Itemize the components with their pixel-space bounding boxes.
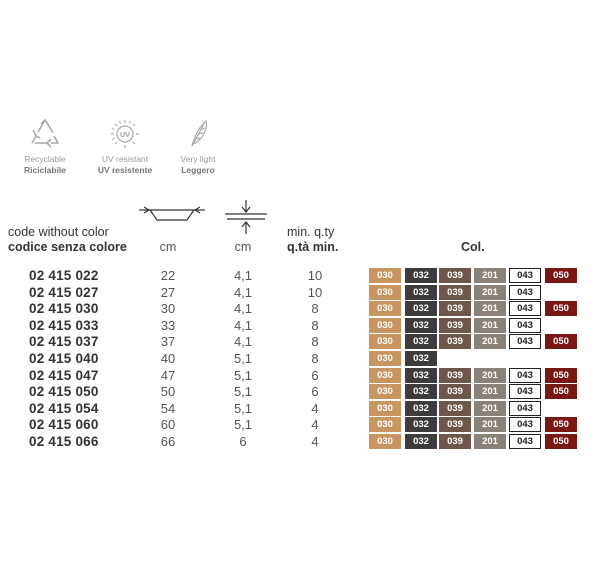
feature-label-it: UV resistente bbox=[97, 165, 153, 175]
height-value: 5,1 bbox=[233, 351, 253, 366]
color-swatch-043: 043 bbox=[509, 285, 541, 300]
color-swatch-032: 032 bbox=[405, 318, 437, 333]
header-diameter-unit: cm bbox=[159, 240, 177, 254]
min-qty-value: 6 bbox=[311, 384, 319, 400]
color-swatch-032: 032 bbox=[405, 434, 437, 449]
color-swatch-043: 043 bbox=[509, 301, 541, 316]
feature-very-light bbox=[158, 118, 238, 176]
product-code: 02 415 054 bbox=[29, 400, 99, 416]
color-swatch-050: 050 bbox=[545, 268, 577, 283]
color-swatch-039: 039 bbox=[439, 434, 471, 449]
color-swatch-039: 039 bbox=[439, 334, 471, 349]
color-swatch-050: 050 bbox=[545, 368, 577, 383]
header-code-it: codice senza colore bbox=[8, 240, 127, 254]
table-row bbox=[0, 351, 600, 367]
feature-label-it: Riciclabile bbox=[23, 165, 67, 175]
min-qty-value: 8 bbox=[311, 317, 319, 333]
color-swatch-032: 032 bbox=[405, 301, 437, 316]
diameter-diagram-icon bbox=[139, 206, 205, 224]
color-swatch-039: 039 bbox=[439, 318, 471, 333]
diameter-value: 37 bbox=[160, 334, 176, 350]
color-swatch-201: 201 bbox=[474, 434, 506, 449]
color-swatch-030: 030 bbox=[369, 384, 401, 399]
color-swatch-050: 050 bbox=[545, 334, 577, 349]
color-swatch-043: 043 bbox=[509, 401, 541, 416]
height-value: 4,1 bbox=[233, 301, 253, 317]
svg-text:UV: UV bbox=[120, 132, 130, 139]
color-swatch-030: 030 bbox=[369, 368, 401, 383]
feature-label-it: Leggero bbox=[181, 165, 215, 175]
table-row bbox=[0, 301, 600, 317]
header-code-en: code without color bbox=[8, 225, 109, 239]
color-swatch-032: 032 bbox=[405, 334, 437, 349]
table-row bbox=[0, 368, 600, 384]
diameter-value: 33 bbox=[160, 317, 176, 333]
height-value: 5,1 bbox=[233, 417, 253, 433]
height-diagram-icon bbox=[223, 200, 269, 236]
diameter-value: 47 bbox=[160, 367, 176, 383]
color-swatch-043: 043 bbox=[509, 334, 541, 349]
table-row bbox=[0, 285, 600, 301]
feature-label-en: Very light bbox=[180, 154, 216, 164]
color-swatch-043: 043 bbox=[509, 368, 541, 383]
height-value: 4,1 bbox=[233, 334, 253, 350]
min-qty-value: 8 bbox=[311, 301, 319, 317]
min-qty-value: 8 bbox=[311, 351, 319, 366]
diameter-value: 66 bbox=[160, 434, 176, 449]
table-row bbox=[0, 334, 600, 350]
color-swatch-039: 039 bbox=[439, 268, 471, 283]
color-swatch-201: 201 bbox=[474, 401, 506, 416]
min-qty-value: 4 bbox=[311, 417, 319, 433]
diameter-value: 50 bbox=[160, 384, 176, 400]
color-swatch-201: 201 bbox=[474, 268, 506, 283]
diameter-value: 54 bbox=[160, 400, 176, 416]
table-row bbox=[0, 384, 600, 400]
height-value: 5,1 bbox=[233, 400, 253, 416]
header-colors: Col. bbox=[461, 240, 485, 254]
height-value: 4,1 bbox=[233, 268, 253, 283]
color-swatch-050: 050 bbox=[545, 384, 577, 399]
diameter-value: 40 bbox=[160, 351, 176, 366]
product-code: 02 415 066 bbox=[29, 434, 99, 449]
color-swatch-050: 050 bbox=[545, 301, 577, 316]
product-code: 02 415 030 bbox=[29, 301, 99, 317]
color-swatch-032: 032 bbox=[405, 285, 437, 300]
color-swatch-043: 043 bbox=[509, 417, 541, 432]
color-swatch-030: 030 bbox=[369, 351, 401, 366]
color-swatch-201: 201 bbox=[474, 384, 506, 399]
header-min-qty-it: q.tà min. bbox=[287, 240, 339, 254]
color-swatch-039: 039 bbox=[439, 401, 471, 416]
min-qty-value: 6 bbox=[311, 367, 319, 383]
table-row bbox=[0, 401, 600, 417]
feature-recyclable bbox=[5, 118, 85, 176]
min-qty-value: 10 bbox=[307, 268, 323, 283]
product-code: 02 415 037 bbox=[29, 334, 99, 350]
color-swatch-032: 032 bbox=[405, 401, 437, 416]
color-swatch-201: 201 bbox=[474, 334, 506, 349]
feather-icon bbox=[182, 118, 214, 150]
color-swatch-050: 050 bbox=[545, 417, 577, 432]
color-swatch-043: 043 bbox=[509, 318, 541, 333]
product-code: 02 415 060 bbox=[29, 417, 99, 433]
color-swatch-043: 043 bbox=[509, 268, 541, 283]
uv-sun-icon bbox=[109, 118, 141, 150]
diameter-value: 27 bbox=[160, 284, 176, 300]
product-code: 02 415 050 bbox=[29, 384, 99, 400]
color-swatch-030: 030 bbox=[369, 334, 401, 349]
feature-label-en: UV resistant bbox=[101, 154, 149, 164]
table-row bbox=[0, 268, 600, 284]
color-swatch-043: 043 bbox=[509, 384, 541, 399]
color-swatch-030: 030 bbox=[369, 268, 401, 283]
height-value: 5,1 bbox=[233, 384, 253, 400]
product-code: 02 415 022 bbox=[29, 268, 99, 283]
table-row bbox=[0, 434, 600, 450]
color-swatch-030: 030 bbox=[369, 417, 401, 432]
color-swatch-039: 039 bbox=[439, 384, 471, 399]
min-qty-value: 4 bbox=[311, 434, 319, 449]
height-value: 4,1 bbox=[233, 284, 253, 300]
color-swatch-039: 039 bbox=[439, 368, 471, 383]
color-swatch-201: 201 bbox=[474, 417, 506, 432]
color-swatch-030: 030 bbox=[369, 318, 401, 333]
color-swatch-030: 030 bbox=[369, 301, 401, 316]
product-code: 02 415 047 bbox=[29, 367, 99, 383]
color-swatch-032: 032 bbox=[405, 268, 437, 283]
min-qty-value: 4 bbox=[311, 400, 319, 416]
color-swatch-039: 039 bbox=[439, 417, 471, 432]
color-swatch-039: 039 bbox=[439, 301, 471, 316]
diameter-value: 22 bbox=[160, 268, 176, 283]
color-swatch-032: 032 bbox=[405, 351, 437, 366]
color-swatch-032: 032 bbox=[405, 368, 437, 383]
color-swatch-201: 201 bbox=[474, 368, 506, 383]
product-code: 02 415 040 bbox=[29, 351, 99, 366]
recycle-icon bbox=[29, 118, 61, 150]
color-swatch-030: 030 bbox=[369, 401, 401, 416]
feature-uv-resistant bbox=[85, 118, 165, 176]
height-value: 6 bbox=[239, 434, 247, 449]
color-swatch-201: 201 bbox=[474, 318, 506, 333]
color-swatch-201: 201 bbox=[474, 301, 506, 316]
diameter-value: 30 bbox=[160, 301, 176, 317]
height-value: 5,1 bbox=[233, 367, 253, 383]
color-swatch-039: 039 bbox=[439, 285, 471, 300]
table-row bbox=[0, 417, 600, 433]
feature-label-en: Recyclable bbox=[24, 154, 66, 164]
min-qty-value: 8 bbox=[311, 334, 319, 350]
color-swatch-043: 043 bbox=[509, 434, 541, 449]
product-code: 02 415 033 bbox=[29, 317, 99, 333]
color-swatch-050: 050 bbox=[545, 434, 577, 449]
diameter-value: 60 bbox=[160, 417, 176, 433]
color-swatch-032: 032 bbox=[405, 417, 437, 432]
header-min-qty-en: min. q.ty bbox=[287, 225, 335, 239]
height-value: 4,1 bbox=[233, 317, 253, 333]
color-swatch-201: 201 bbox=[474, 285, 506, 300]
table-row bbox=[0, 318, 600, 334]
product-code: 02 415 027 bbox=[29, 284, 99, 300]
color-swatch-030: 030 bbox=[369, 285, 401, 300]
color-swatch-032: 032 bbox=[405, 384, 437, 399]
min-qty-value: 10 bbox=[307, 284, 323, 300]
header-height-unit: cm bbox=[234, 240, 252, 254]
color-swatch-030: 030 bbox=[369, 434, 401, 449]
